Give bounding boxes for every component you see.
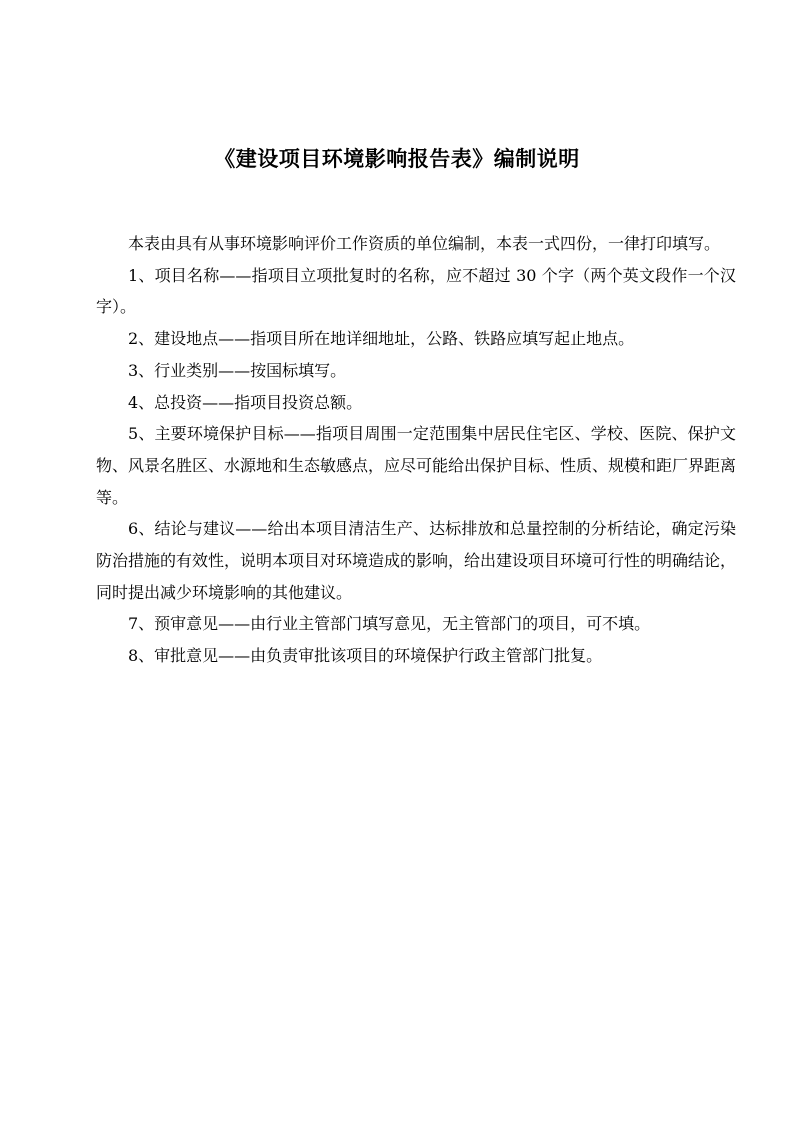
document-body xyxy=(96,228,736,672)
document-title: 《建设项目环境影响报告表》编制说明 xyxy=(214,146,580,171)
paragraph-item-5-protection-targets: 5、主要环境保护目标——指项目周围一定范围集中居民住宅区、学校、医院、保护文物、风景名胜区、水源地和生态敏感点，应尽可能给出保护目标、性质、规模和距厂界距离等。 xyxy=(96,424,737,507)
paragraph-item-4-total-investment: 4、总投资——指项目投资总额。 xyxy=(128,392,363,412)
paragraph-item-6-conclusions: 6、结论与建议——给出本项目清洁生产、达标排放和总量控制的分析结论，确定污染防治措施的有效性，说明本项目对环境造成的影响，给出建设项目环境可行性的明确结论，同时提出减少环境影响的其他建议。 xyxy=(96,519,737,602)
paragraph-item-1-project-name: 1、项目名称——指项目立项批复时的名称，应不超过 30 个字（两个英文段作一个汉字）。 xyxy=(96,265,736,317)
paragraph-item-7-pre-review: 7、预审意见——由行业主管部门填写意见，无主管部门的项目，可不填。 xyxy=(128,614,651,634)
paragraph-item-8-approval: 8、审批意见——由负责审批该项目的环境保护行政主管部门批复。 xyxy=(128,646,603,666)
paragraph-item-3-industry-category: 3、行业类别——按国标填写。 xyxy=(128,360,347,380)
paragraph-item-2-location: 2、建设地点——指项目所在地详细地址，公路、铁路应填写起止地点。 xyxy=(128,329,635,349)
paragraph-intro: 本表由具有从事环境影响评价工作资质的单位编制，本表一式四份，一律打印填写。 xyxy=(128,234,721,253)
